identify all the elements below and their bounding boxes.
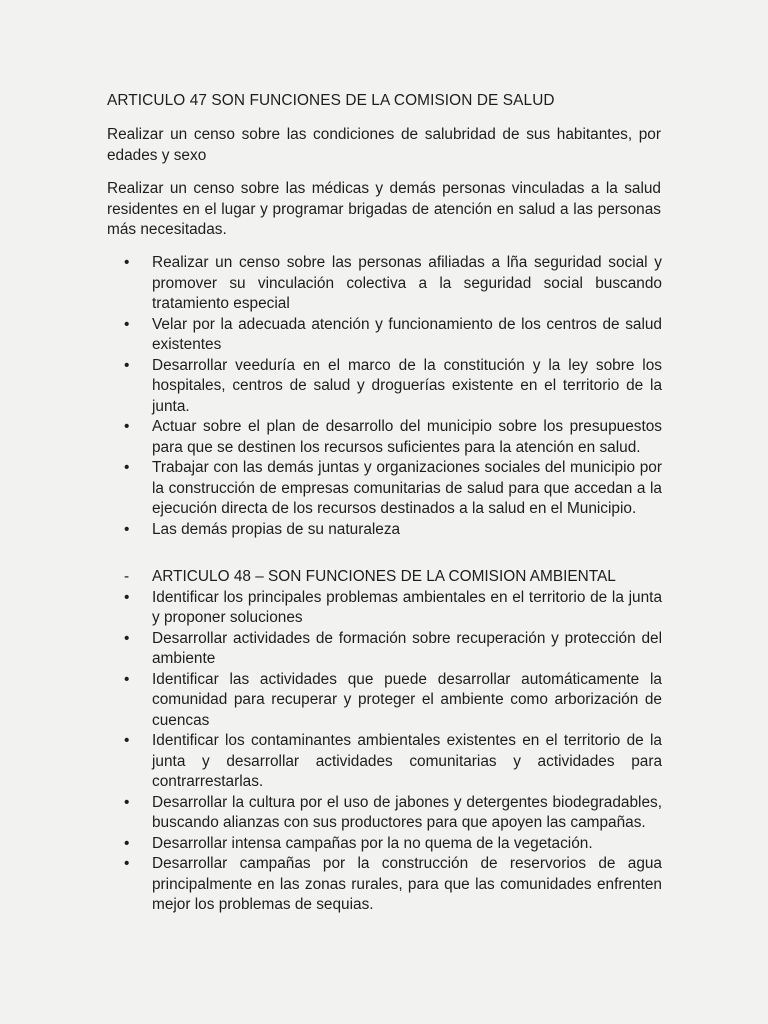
list-item-text: Desarrollar la cultura por el uso de jabones y detergentes biodegradables, buscando alianzas con sus productores para que apoyen las campañas.: [152, 793, 662, 831]
bullet-icon: •: [124, 418, 130, 435]
article-48-list: [124, 567, 662, 916]
list-item-text: Desarrollar intensa campañas por la no quema de la vegetación.: [152, 834, 593, 852]
paragraph-census-health: Realizar un censo sobre las condiciones de salubridad de sus habitantes, por edades y sexo: [107, 126, 661, 164]
list-item-text: Realizar un censo sobre las personas afiliadas a lña seguridad social y promover su vinculación colectiva a la seguridad social buscando tratamiento especial: [152, 254, 662, 312]
list-item: [124, 588, 662, 629]
bullet-icon: •: [124, 315, 130, 333]
list-item: [124, 417, 662, 458]
bullet-icon: •: [124, 732, 130, 749]
list-item: [124, 834, 662, 855]
list-item: [124, 315, 662, 356]
list-item-text: Desarrollar veeduría en el marco de la constitución y la ley sobre los hospitales, centros de salud y droguerías existente en el territorio de la junta.: [152, 356, 662, 415]
bullet-icon: •: [124, 588, 130, 606]
list-item-text: Trabajar con las demás juntas y organizaciones sociales del municipio por la construcción de empresas comunitarias de salud para que accedan a la ejecución directa de los recursos destinados a la salud en el Municipio.: [152, 459, 662, 517]
list-item-text: Identificar los contaminantes ambientales existentes en el territorio de la junta y desarrollar actividades comunitarias y actividades para contrarrestarlas.: [152, 732, 662, 790]
list-item: [124, 629, 662, 670]
list-item: [124, 356, 662, 418]
article-47-list: [124, 253, 662, 540]
list-item: [124, 458, 662, 520]
list-item-text: Actuar sobre el plan de desarrollo del municipio sobre los presupuestos para que se destinen los recursos suficientes para la atención en salud.: [152, 418, 662, 456]
list-item: [124, 670, 662, 732]
list-item: [124, 731, 662, 793]
bullet-icon: •: [124, 793, 130, 811]
bullet-icon: •: [124, 670, 130, 688]
bullet-icon: •: [124, 459, 130, 476]
bullet-icon: •: [124, 254, 130, 271]
article-48-heading: [124, 567, 662, 588]
list-item-text: Desarrollar actividades de formación sobre recuperación y protección del ambiente: [152, 629, 662, 667]
bullet-icon: •: [124, 855, 130, 872]
list-item-text: Las demás propias de su naturaleza: [152, 520, 401, 538]
article-48-heading-text: ARTICULO 48 – SON FUNCIONES DE LA COMISION AMBIENTAL: [152, 568, 616, 585]
dash-icon: -: [124, 568, 130, 585]
list-item-text: Identificar los principales problemas ambientales en el territorio de la junta y proponer soluciones: [152, 588, 662, 626]
bullet-icon: •: [124, 356, 130, 374]
bullet-icon: •: [124, 629, 130, 647]
list-item: [124, 253, 662, 315]
paragraph-census-medical: Realizar un censo sobre las médicas y demás personas vinculadas a la salud residentes en el lugar y programar brigadas de atención en salud a las personas más necesitadas.: [107, 180, 661, 238]
article-47-heading: ARTICULO 47 SON FUNCIONES DE LA COMISION DE SALUD: [107, 92, 555, 109]
list-item: [124, 520, 662, 541]
list-item-text: Velar por la adecuada atención y funcionamiento de los centros de salud existentes: [152, 315, 662, 353]
list-item: [124, 854, 662, 916]
bullet-icon: •: [124, 834, 130, 852]
list-item-text: Desarrollar campañas por la construcción de reservorios de agua principalmente en las zonas rurales, para que las comunidades enfrenten mejor los problemas de sequias.: [152, 855, 662, 913]
list-item: [124, 793, 662, 834]
bullet-icon: •: [124, 520, 130, 538]
list-item-text: Identificar las actividades que puede desarrollar automáticamente la comunidad para recuperar y proteger el ambiente como arborización de cuencas: [152, 670, 662, 729]
